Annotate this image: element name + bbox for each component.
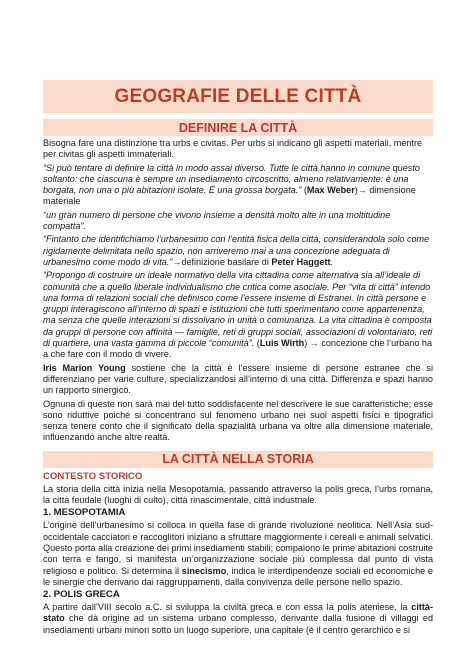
paragraph-text: indica le interdipendenze sociali ed economiche e le sinergie che derivano dai raggruppamenti, dalla convivenza delle persone nello spazio. <box>43 565 433 587</box>
numbered-heading: 1. MESOPOTAMIA <box>43 507 126 519</box>
quote-text: “Propongo di costruire un ideale normativo della vita cittadina come alternativa sia all’ideale di comunità che a quello liberale individualismo che critica come asociale. Per “vita di città” intendo una forma di relazioni sociali che definisco come l’essere insieme di Estranei. In città persone e gruppi interagiscono all’interno di spazi e istituzioni che tutti sperimentano come appartenenza, ma senza che quelle interazioni si dissolvano in unità o comunanza. La vita cittadina è composta da gruppi di persone con affinità — famiglie, reti di gruppi sociali, associazioni di volontariato, reti di quartiere, una vasta gamma di piccole “comunità”. <box>43 270 433 349</box>
weber-quote: “Si può tentare di definire la città in modo assai diverso. Tutte le città hanno in comune questo soltanto: che ciascuna è sempre un insediamento circoscritto, almeno relativamente: è una borgata, non una o più abitazioni isolate. È una grossa borgata.” (Max Weber)→ dimensione materiale <box>43 162 420 207</box>
document-page <box>43 80 433 636</box>
quote-text: “Si può tentare di definire la città in modo assai diverso. Tutte le città hanno in comune questo soltanto: che ciascuna è sempre un insediamento circoscritto, almeno relativamente: è una borgata, non una o più abitazioni isolate. È una grossa borgata.” <box>43 162 420 196</box>
title-banner <box>43 80 433 113</box>
key-term: sinecismo <box>181 565 227 576</box>
section-title: LA CITTÀ NELLA STORIA <box>162 452 314 467</box>
section-title: DEFINIRE LA CITTÀ <box>178 120 298 135</box>
quote-note: definizione basilare di <box>181 256 269 267</box>
subsection-heading: CONTESTO STORICO <box>43 470 143 482</box>
numbered-heading: 2. POLIS GRECA <box>43 589 120 601</box>
polis-paragraph <box>43 602 433 636</box>
young-paragraph <box>43 363 433 397</box>
arrow-icon: → <box>357 185 367 196</box>
key-term: città-stato <box>43 602 433 624</box>
intro-paragraph: Bisogna fare una distinzione tra urbs e civitas. Per urbs si indicano gli aspetti materiali, mentre per civitas gli aspetti immateriali. <box>43 138 423 160</box>
arrow-icon: → <box>172 256 182 267</box>
density-quote: “un gran numero di persone che vivono insieme a densità molto alte in una moltitudine compatta”. <box>43 209 391 232</box>
quote-author: Luis Wirth <box>259 338 305 349</box>
quote-author: Max Weber <box>306 185 355 196</box>
haggett-quote: “Fintanto che identifichiamo l’urbanesimo con l’entità fisica della città, considerandola solo come rigidamente delimitata nello spazio, non arriveremo mai a una concezione adeguata di urbanesimo come modo di vita.”→definizione basilare di Peter Haggett. <box>43 234 430 267</box>
mesopotamia-paragraph: L’origine dell’urbanesimo si colloca in quella fase di grande rivoluzione neolitica. Nell’Asia sud-occidentale cacciatori e raccoglitori iniziano a sfruttare maggiormente i cereali e animali selvatici. Questo porta alla creazione dei primi insediamenti stabili; compaiono le prime abitazioni costruite con terra e fango, si manifesta un’organizzazione sociale più complessa dal punto di vista religioso e politico. Si determina il sinecismo, indica le interdipendenze sociali ed economiche e le sinergie che derivano dai raggruppamenti, dalla convivenza delle persone nello spazio. <box>43 520 433 587</box>
wirth-quote: “Propongo di costruire un ideale normativo della vita cittadina come alternativa sia all’ideale di comunità che a quello liberale individualismo che critica come asociale. Per “vita di città” intendo una forma di relazioni sociali che definisco come l’essere insieme di Estranei. In città persone e gruppi interagiscono all’interno di spazi e istituzioni che tutti sperimentano come appartenenza, ma senza che quelle interazioni si dissolvano in unità o comunanza. La vita cittadina è composta da gruppi di persone con affinità — famiglie, reti di gruppi sociali, associazioni di volontariato, reti di quartiere, una vasta gamma di piccole “comunità”. (Luis Wirth) → concezione che l’urbano ha a che fare con il modo di vivere. <box>43 270 433 360</box>
section-banner-storia <box>43 451 433 468</box>
quote-text: “Fintanto che identifichiamo l’urbanesimo con l’entità fisica della città, considerandola solo come rigidamente delimitata nello spazio, non arriveremo mai a una concezione adeguata di urbanesimo come modo di vita.” <box>43 234 430 267</box>
paragraph-text: che dà origine ad un sistema urbano complesso, derivante dalla fusione di villaggi ed insediamenti urbani minori sotto un luogo superiore, una capitale (è il centro gerarchico e si <box>43 613 434 635</box>
quote-note: concezione che l’urbano ha a che fare con il modo di vivere. <box>43 338 433 360</box>
section-banner-definire <box>43 119 433 136</box>
paragraph-text: sostiene che la città è l’essere insieme di persone estranee che si differenziano per varie culture, specializzandosi all’interno di una città. Differenza e spazi hanno un rapporto sinergico. <box>43 362 433 396</box>
page-title: GEOGRAFIE DELLE CITTÀ <box>114 85 362 107</box>
paragraph-text: L’origine dell’urbanesimo si colloca in quella fase di grande rivoluzione neolitica. Nell’Asia sud-occidentale cacciatori e raccoglitori iniziano a sfruttare maggiormente i cereali e animali selvatici. Questo porta alla creazione dei primi insediamenti stabili; compaiono le prime abitazioni costruite con terra e fango, si manifesta un’organizzazione sociale più complessa dal punto di vista religioso e politico. Si determina il <box>43 520 433 576</box>
arrow-icon: → <box>309 338 319 349</box>
quote-author: Peter Haggett <box>271 256 331 267</box>
author-name: Iris Marion Young <box>43 362 126 373</box>
closing-paragraph: Ognuna di queste non sarà mai del tutto soddisfacente nel descrivere le sue caratteristiche; esse sono riduttive poiché si concentrano sul fenomeno urbano nei suoi aspetti fisici e tipografici senza tenere conto che il significato della spazialità urbana va oltre alla dimensione materiale, influenzando anche altre realtà. <box>43 398 433 443</box>
history-intro: La storia della città inizia nella Mesopotamia, passando attraverso la polis greca, l’urbs romana, la città feudale (luoghi di culto), città rinascimentale, città industriale. <box>43 483 433 506</box>
quote-note: dimensione materiale <box>43 185 416 207</box>
paragraph-text: A partire dall’VIII secolo a.C. si sviluppa la civiltà greca e con essa la polis ateniese, la <box>43 602 408 613</box>
